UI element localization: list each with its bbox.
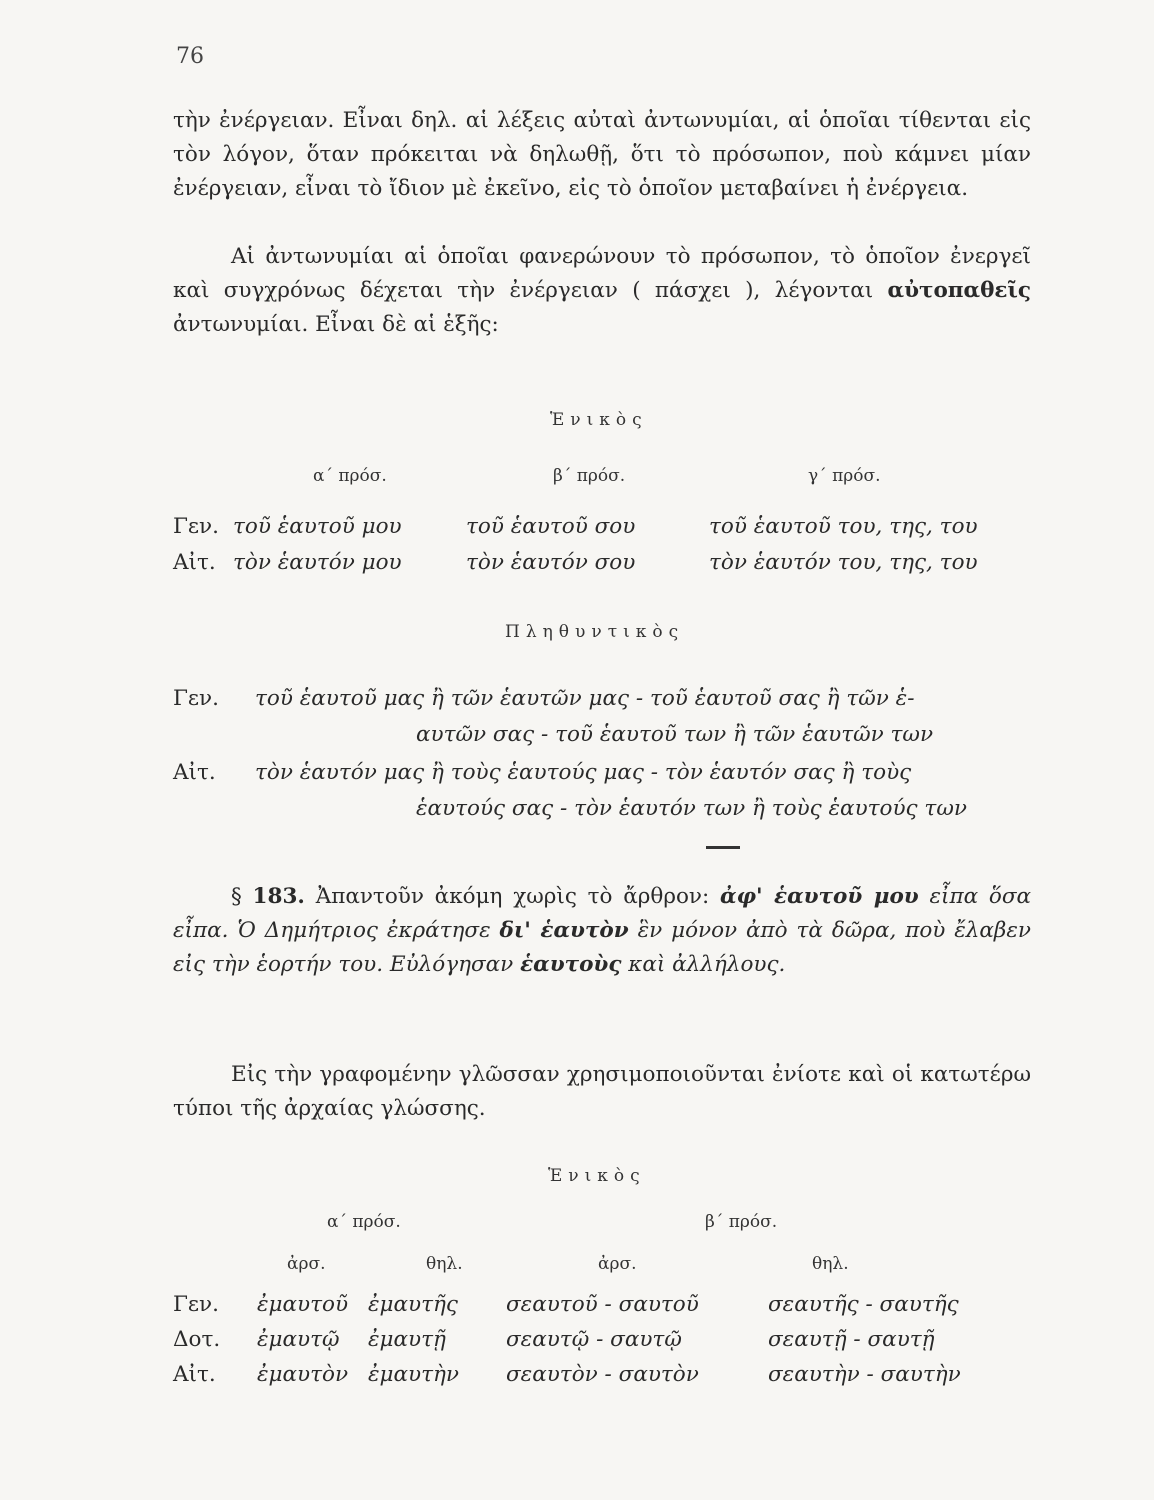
term-autopatheis: αὐτοπαθεῖς [887, 278, 1031, 303]
section-text-4: καὶ ἀλλήλους. [628, 952, 786, 977]
archaic-person-header-1: α΄ πρόσ. [327, 1212, 401, 1232]
form-masc-2: σεαυτοῦ - σαυτοῦ [506, 1292, 699, 1317]
singular-heading: Ἑνικὸς [550, 410, 648, 430]
table-row [173, 1362, 1031, 1396]
plural-form-line-1: τὸν ἑαυτόν μας ἢ τοὺς ἑαυτούς μας - τὸν ἑαυτόν σας ἢ τοὺς [255, 760, 912, 785]
form-masc-2: σεαυτὸν - σαυτὸν [506, 1362, 699, 1387]
table-row [173, 550, 1031, 584]
form-fem-1: ἐμαυτῇ [368, 1327, 446, 1352]
person-header-2: β΄ πρόσ. [553, 466, 626, 486]
plural-form-line-2: ἑαυτούς σας - τὸν ἑαυτόν των ἢ τοὺς ἑαυτούς των [416, 796, 967, 821]
form-person-2: τὸν ἑαυτόν σου [466, 550, 636, 575]
plural-form-line-2: αυτῶν σας - τοῦ ἑαυτοῦ των ἢ τῶν ἑαυτῶν των [416, 722, 934, 747]
person-header-3: γ΄ πρόσ. [808, 466, 881, 486]
form-person-2: τοῦ ἑαυτοῦ σου [466, 514, 636, 539]
archaic-paragraph: Εἰς τὴν γραφομένην γλῶσσαν χρησιμοποιοῦνται ἐνίοτε καὶ οἱ κατωτέρω τύποι τῆς ἀρχαίας γλώσσης. [173, 1062, 1031, 1121]
plural-heading: Πληθυντικὸς [505, 622, 685, 642]
section-number: 183. [252, 884, 305, 909]
form-person-3: τὸν ἑαυτόν του, της, του [709, 550, 978, 575]
gender-header-f2: θηλ. [812, 1254, 849, 1274]
section-sign: § [231, 884, 242, 909]
case-label: Γεν. [173, 1292, 219, 1317]
case-label: Αἰτ. [173, 760, 216, 785]
form-fem-2: σεαυτῇ - σαυτῇ [768, 1327, 935, 1352]
table-row [173, 686, 1031, 756]
gender-header-m2: ἀρσ. [598, 1254, 637, 1274]
form-masc-2: σεαυτῷ - σαυτῷ [506, 1327, 682, 1352]
case-label: Αἰτ. [173, 1362, 216, 1387]
form-fem-2: σεαυτῆς - σαυτῆς [768, 1292, 959, 1317]
section-text-1: Ἀπαντοῦν ἀκόμη χωρὶς τὸ ἄρθρον: [315, 884, 710, 909]
case-label: Δοτ. [173, 1327, 221, 1352]
table-row [173, 514, 1031, 548]
example-2: δι' ἑαυτὸν [499, 918, 629, 943]
case-label: Γεν. [173, 686, 219, 711]
example-1: ἀφ' ἑαυτοῦ μου [720, 884, 919, 909]
form-person-3: τοῦ ἑαυτοῦ του, της, του [709, 514, 978, 539]
person-header-1: α΄ πρόσ. [313, 466, 387, 486]
example-3: ἑαυτοὺς [520, 952, 622, 977]
table-row [173, 760, 1031, 830]
form-fem-1: ἐμαυτῆς [368, 1292, 458, 1317]
intro-p2-end: ἀντωνυμίαι. Εἶναι δὲ αἱ ἑξῆς: [173, 312, 499, 337]
form-masc-1: ἐμαυτοῦ [257, 1292, 349, 1317]
page-number: 76 [176, 44, 204, 69]
form-fem-2: σεαυτὴν - σαυτὴν [768, 1362, 961, 1387]
case-label: Γεν. [173, 514, 219, 539]
intro-p2-start: Αἱ ἀντωνυμίαι αἱ ὁποῖαι φανερώνουν τὸ πρόσωπον, τὸ ὁποῖον ἐνεργεῖ καὶ συγχρόνως δέχεται τὴν ἐνέργειαν ( πάσχει ), λέγονται [173, 244, 1031, 303]
table-row [173, 1327, 1031, 1361]
gender-header-m1: ἀρσ. [287, 1254, 326, 1274]
form-fem-1: ἐμαυτὴν [368, 1362, 459, 1387]
intro-paragraph-1: τὴν ἐνέργειαν. Εἶναι δηλ. αἱ λέξεις αὐταὶ ἀντωνυμίαι, αἱ ὁποῖαι τίθενται εἰς τὸν λόγον, ὅταν πρόκειται νὰ δηλωθῇ, ὅτι τὸ πρόσωπον, ποὺ κάμνει μίαν ἐνέργειαν, εἶναι τὸ ἴδιον μὲ ἐκεῖνο, εἰς τὸ ὁποῖον μεταβαίνει ἡ ἐνέργεια. [173, 108, 1031, 201]
section-text-3: ἓν μόνον ἀπὸ τὰ δῶρα, ποὺ ἔλαβεν εἰς τὴν ἑορτήν του. Εὐλόγησαν [173, 918, 1031, 977]
gender-header-f1: θηλ. [426, 1254, 463, 1274]
archaic-singular-heading: Ἑνικὸς [548, 1166, 646, 1186]
section-183-paragraph [173, 880, 1031, 982]
form-masc-1: ἐμαυτὸν [257, 1362, 349, 1387]
plural-form-line-1: τοῦ ἑαυτοῦ μας ἢ τῶν ἑαυτῶν μας - τοῦ ἑαυτοῦ σας ἢ τῶν ἑ- [255, 686, 915, 711]
case-label: Αἰτ. [173, 550, 216, 575]
form-masc-1: ἐμαυτῷ [257, 1327, 340, 1352]
form-person-1: τὸν ἑαυτόν μου [233, 550, 402, 575]
section-text-2: εἶπα ὅσα εἶπα. Ὁ Δημήτριος ἐκράτησε [173, 884, 1032, 943]
intro-paragraph-2 [173, 240, 1031, 342]
table-row [173, 1292, 1031, 1326]
archaic-person-header-2: β΄ πρόσ. [705, 1212, 778, 1232]
form-person-1: τοῦ ἑαυτοῦ μου [233, 514, 402, 539]
section-separator [706, 846, 740, 849]
